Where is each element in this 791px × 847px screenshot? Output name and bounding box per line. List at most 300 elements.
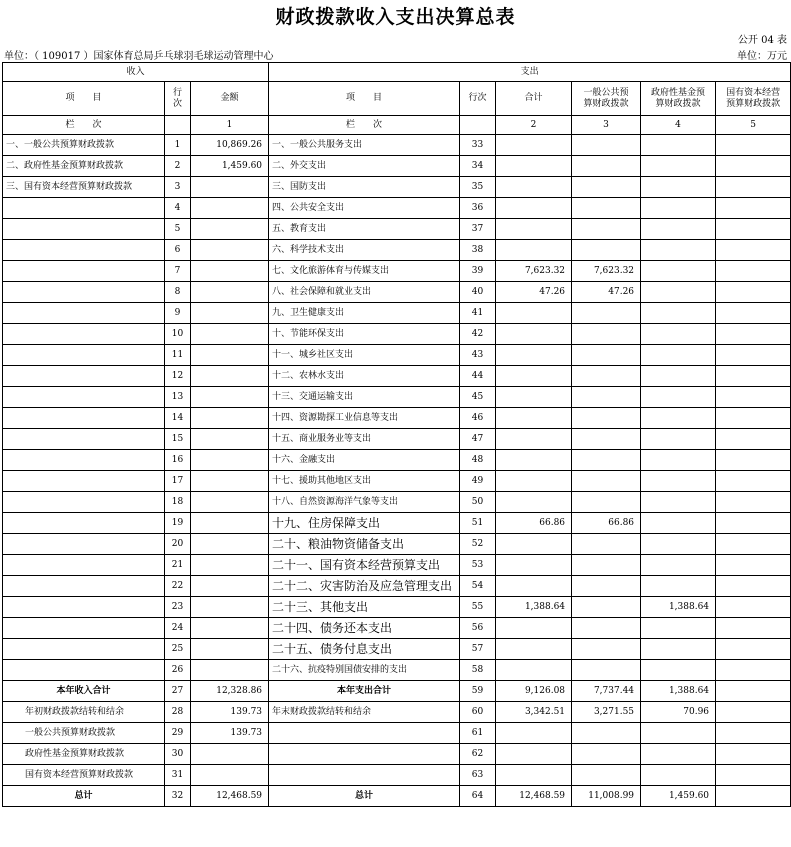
expense-item-cell: 二十六、抗疫特别国债安排的支出: [269, 660, 460, 681]
income-item-cell: [3, 261, 165, 282]
expense-line-cell: 61: [460, 723, 496, 744]
table-row: [3, 618, 791, 639]
fund-budget-cell: [641, 156, 716, 177]
expense-total-cell: [496, 429, 572, 450]
income-line-cell: 4: [165, 198, 191, 219]
table-row: [3, 324, 791, 345]
income-amount-cell: [191, 471, 269, 492]
income-line-cell: 5: [165, 219, 191, 240]
fund-budget-cell: [641, 639, 716, 660]
expense-item-cell: 十三、交通运输支出: [269, 387, 460, 408]
income-amount-cell: [191, 261, 269, 282]
expense-total-cell: 12,468.59: [496, 786, 572, 807]
expense-item-cell: [269, 765, 460, 786]
fund-budget-cell: [641, 240, 716, 261]
fund-budget-cell: [641, 303, 716, 324]
expense-total-cell: [496, 366, 572, 387]
income-line-cell: 9: [165, 303, 191, 324]
table-row: [3, 534, 791, 555]
general-budget-cell: [572, 765, 641, 786]
income-amount-cell: [191, 765, 269, 786]
income-amount-cell: [191, 240, 269, 261]
report-title: 财政拨款收入支出决算总表: [275, 6, 516, 28]
expense-item-cell: 年末财政拨款结转和结余: [269, 702, 460, 723]
general-budget-cell: 11,008.99: [572, 786, 641, 807]
state-capital-cell: [716, 660, 791, 681]
state-capital-cell: [716, 303, 791, 324]
fund-budget-cell: [641, 324, 716, 345]
expense-item-cell: 二十三、其他支出: [269, 597, 460, 618]
expense-line-header: 行次: [460, 82, 496, 116]
table-row: [3, 177, 791, 198]
expense-total-cell: [496, 639, 572, 660]
general-budget-cell: [572, 576, 641, 597]
column-number-4: 4: [641, 116, 716, 135]
income-amount-cell: 10,869.26: [191, 135, 269, 156]
fund-budget-cell: [641, 765, 716, 786]
expense-item-cell: 十九、住房保障支出: [269, 513, 460, 534]
state-capital-header: 国有资本经营预算财政拨款: [716, 82, 791, 116]
expense-line-cell: 60: [460, 702, 496, 723]
expense-item-cell: 本年支出合计: [269, 681, 460, 702]
expense-total-cell: [496, 450, 572, 471]
fund-budget-cell: [641, 723, 716, 744]
state-capital-cell: [716, 576, 791, 597]
general-budget-cell: 7,623.32: [572, 261, 641, 282]
table-row: [3, 240, 791, 261]
expense-item-cell: 八、社会保障和就业支出: [269, 282, 460, 303]
column-number-1: 1: [191, 116, 269, 135]
expense-item-cell: 十五、商业服务业等支出: [269, 429, 460, 450]
table-row: [3, 660, 791, 681]
income-item-cell: [3, 618, 165, 639]
income-item-cell: 本年收入合计: [3, 681, 165, 702]
state-capital-cell: [716, 282, 791, 303]
income-item-cell: [3, 198, 165, 219]
income-item-cell: [3, 639, 165, 660]
income-item-cell: [3, 660, 165, 681]
state-capital-cell: [716, 408, 791, 429]
general-budget-cell: [572, 345, 641, 366]
income-amount-cell: 139.73: [191, 723, 269, 744]
fund-budget-cell: [641, 198, 716, 219]
expense-line-cell: 46: [460, 408, 496, 429]
income-amount-header: 金额: [191, 82, 269, 116]
table-row: [3, 303, 791, 324]
income-line-cell: 6: [165, 240, 191, 261]
expense-item-cell: 十、节能环保支出: [269, 324, 460, 345]
fund-budget-cell: [641, 744, 716, 765]
expense-line-cell: 55: [460, 597, 496, 618]
income-amount-cell: 139.73: [191, 702, 269, 723]
fund-budget-cell: [641, 618, 716, 639]
state-capital-cell: [716, 555, 791, 576]
state-capital-cell: [716, 723, 791, 744]
income-item-cell: [3, 450, 165, 471]
table-row: [3, 786, 791, 807]
expense-line-cell: 47: [460, 429, 496, 450]
expense-total-cell: [496, 555, 572, 576]
expense-line-cell: 56: [460, 618, 496, 639]
fiscal-summary-table: [2, 62, 791, 807]
expense-item-cell: 七、文化旅游体育与传媒支出: [269, 261, 460, 282]
table-row: [3, 555, 791, 576]
income-amount-cell: [191, 492, 269, 513]
general-budget-cell: [572, 723, 641, 744]
state-capital-cell: [716, 261, 791, 282]
general-budget-header: 一般公共预算财政拨款: [572, 82, 641, 116]
state-capital-cell: [716, 786, 791, 807]
table-row: [3, 765, 791, 786]
general-budget-cell: [572, 324, 641, 345]
income-item-cell: [3, 534, 165, 555]
income-item-cell: 年初财政拨款结转和结余: [3, 702, 165, 723]
state-capital-cell: [716, 156, 791, 177]
state-capital-cell: [716, 513, 791, 534]
income-amount-cell: [191, 576, 269, 597]
income-line-cell: 15: [165, 429, 191, 450]
expense-item-cell: 十一、城乡社区支出: [269, 345, 460, 366]
table-row: [3, 723, 791, 744]
expense-item-cell: 十四、资源勘探工业信息等支出: [269, 408, 460, 429]
income-item-cell: [3, 429, 165, 450]
income-line-cell: 3: [165, 177, 191, 198]
expense-total-cell: [496, 660, 572, 681]
fund-budget-header: 政府性基金预算财政拨款: [641, 82, 716, 116]
expense-line-cell: 39: [460, 261, 496, 282]
expense-item-header: 项 目: [269, 82, 460, 116]
table-row: [3, 471, 791, 492]
expense-line-cell: 45: [460, 387, 496, 408]
expense-total-cell: 66.86: [496, 513, 572, 534]
table-row: [3, 513, 791, 534]
expense-total-cell: 1,388.64: [496, 597, 572, 618]
expense-total-cell: [496, 303, 572, 324]
income-item-cell: [3, 471, 165, 492]
general-budget-cell: [572, 471, 641, 492]
fund-budget-cell: [641, 387, 716, 408]
income-line-cell: 8: [165, 282, 191, 303]
fund-budget-cell: 1,388.64: [641, 597, 716, 618]
state-capital-cell: [716, 345, 791, 366]
state-capital-cell: [716, 639, 791, 660]
income-amount-cell: [191, 345, 269, 366]
fund-budget-cell: [641, 534, 716, 555]
fund-budget-cell: [641, 261, 716, 282]
income-line-cell: 16: [165, 450, 191, 471]
state-capital-cell: [716, 702, 791, 723]
expense-line-cell: 58: [460, 660, 496, 681]
expense-line-cell: 52: [460, 534, 496, 555]
income-amount-cell: [191, 639, 269, 660]
expense-item-cell: 十八、自然资源海洋气象等支出: [269, 492, 460, 513]
table-row: [3, 135, 791, 156]
income-amount-cell: [191, 513, 269, 534]
income-line-cell: 21: [165, 555, 191, 576]
general-budget-cell: [572, 597, 641, 618]
expense-item-cell: 十七、援助其他地区支出: [269, 471, 460, 492]
expense-total-cell: [496, 219, 572, 240]
general-budget-cell: [572, 429, 641, 450]
income-item-cell: 总计: [3, 786, 165, 807]
unit-organization: 单位：（ 109017 ）国家体育总局乒乓球羽毛球运动管理中心: [4, 51, 274, 62]
general-budget-cell: 47.26: [572, 282, 641, 303]
fund-budget-cell: [641, 219, 716, 240]
expense-total-cell: [496, 387, 572, 408]
income-line-cell: 14: [165, 408, 191, 429]
expense-item-cell: 一、一般公共服务支出: [269, 135, 460, 156]
income-line-cell: 26: [165, 660, 191, 681]
income-amount-cell: [191, 282, 269, 303]
general-budget-cell: [572, 744, 641, 765]
expense-total-cell: [496, 534, 572, 555]
income-line-cell: 2: [165, 156, 191, 177]
fund-budget-cell: [641, 429, 716, 450]
general-budget-cell: [572, 366, 641, 387]
income-line-cell: 19: [165, 513, 191, 534]
income-line-cell: 31: [165, 765, 191, 786]
income-line-cell: 29: [165, 723, 191, 744]
fund-budget-cell: 1,388.64: [641, 681, 716, 702]
report-code: 公开 04 表: [737, 35, 787, 46]
fund-budget-cell: [641, 555, 716, 576]
table-row: [3, 408, 791, 429]
income-item-cell: 国有资本经营预算财政拨款: [3, 765, 165, 786]
expense-total-cell: 9,126.08: [496, 681, 572, 702]
table-row: [3, 366, 791, 387]
expense-item-cell: 总计: [269, 786, 460, 807]
income-amount-cell: [191, 324, 269, 345]
expense-line-cell: 54: [460, 576, 496, 597]
general-budget-cell: [572, 660, 641, 681]
expense-item-cell: 二十二、灾害防治及应急管理支出: [269, 576, 460, 597]
state-capital-cell: [716, 681, 791, 702]
fund-budget-cell: [641, 177, 716, 198]
expense-line-cell: 38: [460, 240, 496, 261]
general-budget-cell: [572, 135, 641, 156]
table-row: [3, 156, 791, 177]
expense-item-cell: [269, 744, 460, 765]
income-line-cell: 12: [165, 366, 191, 387]
fund-budget-cell: [641, 471, 716, 492]
expense-line-cell: 49: [460, 471, 496, 492]
state-capital-cell: [716, 198, 791, 219]
expense-item-cell: 九、卫生健康支出: [269, 303, 460, 324]
income-line-cell: 24: [165, 618, 191, 639]
income-line-cell: 23: [165, 597, 191, 618]
income-amount-cell: [191, 303, 269, 324]
fund-budget-cell: [641, 576, 716, 597]
income-amount-cell: [191, 555, 269, 576]
unit-currency: 单位：万元: [737, 51, 787, 62]
expense-header: 支出: [269, 63, 791, 82]
income-amount-cell: [191, 177, 269, 198]
state-capital-cell: [716, 177, 791, 198]
expense-item-cell: 十二、农林水支出: [269, 366, 460, 387]
expense-line-cell: 57: [460, 639, 496, 660]
general-budget-cell: [572, 177, 641, 198]
general-budget-cell: [572, 387, 641, 408]
income-line-cell: 27: [165, 681, 191, 702]
fund-budget-cell: [641, 513, 716, 534]
income-amount-cell: [191, 408, 269, 429]
expense-line-cell: 59: [460, 681, 496, 702]
expense-item-cell: 二十一、国有资本经营预算支出: [269, 555, 460, 576]
income-item-cell: 三、国有资本经营预算财政拨款: [3, 177, 165, 198]
table-row: [3, 744, 791, 765]
column-number-2: 2: [496, 116, 572, 135]
table-row: [3, 702, 791, 723]
state-capital-cell: [716, 597, 791, 618]
income-line-cell: 13: [165, 387, 191, 408]
table-row: [3, 219, 791, 240]
state-capital-cell: [716, 429, 791, 450]
income-line-cell: 20: [165, 534, 191, 555]
general-budget-cell: 7,737.44: [572, 681, 641, 702]
expense-total-cell: [496, 240, 572, 261]
general-budget-cell: 66.86: [572, 513, 641, 534]
expense-line-cell: 41: [460, 303, 496, 324]
fund-budget-cell: [641, 366, 716, 387]
expense-item-cell: 三、国防支出: [269, 177, 460, 198]
general-budget-cell: [572, 555, 641, 576]
state-capital-cell: [716, 450, 791, 471]
income-amount-cell: 1,459.60: [191, 156, 269, 177]
expense-line-cell: 64: [460, 786, 496, 807]
general-budget-cell: 3,271.55: [572, 702, 641, 723]
income-item-cell: 一般公共预算财政拨款: [3, 723, 165, 744]
income-amount-cell: [191, 429, 269, 450]
state-capital-cell: [716, 744, 791, 765]
income-amount-cell: [191, 450, 269, 471]
income-item-header: 项 目: [3, 82, 165, 116]
expense-line-cell: 42: [460, 324, 496, 345]
fund-budget-cell: [641, 450, 716, 471]
state-capital-cell: [716, 135, 791, 156]
income-item-cell: [3, 387, 165, 408]
column-label-2: 栏 次: [269, 116, 460, 135]
income-item-cell: [3, 324, 165, 345]
expense-line-cell: 44: [460, 366, 496, 387]
expense-line-cell: 53: [460, 555, 496, 576]
income-item-cell: [3, 513, 165, 534]
table-row: [3, 681, 791, 702]
expense-total-cell: [496, 471, 572, 492]
expense-total-cell: [496, 177, 572, 198]
expense-total-cell: 3,342.51: [496, 702, 572, 723]
income-line-cell: 1: [165, 135, 191, 156]
income-amount-cell: [191, 618, 269, 639]
income-item-cell: 政府性基金预算财政拨款: [3, 744, 165, 765]
general-budget-cell: [572, 639, 641, 660]
income-item-cell: [3, 555, 165, 576]
income-line-cell: 22: [165, 576, 191, 597]
state-capital-cell: [716, 387, 791, 408]
income-item-cell: [3, 408, 165, 429]
expense-total-cell: [496, 345, 572, 366]
income-line-cell: 7: [165, 261, 191, 282]
expense-total-cell: [496, 156, 572, 177]
fund-budget-cell: [641, 345, 716, 366]
state-capital-cell: [716, 240, 791, 261]
income-item-cell: [3, 366, 165, 387]
general-budget-cell: [572, 408, 641, 429]
expense-total-cell: [496, 135, 572, 156]
table-row: [3, 450, 791, 471]
income-line-cell: 11: [165, 345, 191, 366]
income-line-cell: 10: [165, 324, 191, 345]
income-item-cell: [3, 597, 165, 618]
table-row: [3, 492, 791, 513]
table-row: [3, 198, 791, 219]
income-item-cell: 二、政府性基金预算财政拨款: [3, 156, 165, 177]
fund-budget-cell: [641, 492, 716, 513]
income-line-cell: 32: [165, 786, 191, 807]
fund-budget-cell: [641, 282, 716, 303]
expense-line-cell: 40: [460, 282, 496, 303]
expense-line-cell: 35: [460, 177, 496, 198]
income-line-cell: 17: [165, 471, 191, 492]
income-amount-cell: 12,328.86: [191, 681, 269, 702]
expense-line-cell: 62: [460, 744, 496, 765]
general-budget-cell: [572, 156, 641, 177]
expense-total-header: 合计: [496, 82, 572, 116]
expense-line-cell: 34: [460, 156, 496, 177]
expense-line-cell: 63: [460, 765, 496, 786]
expense-line-cell: 36: [460, 198, 496, 219]
expense-total-cell: 7,623.32: [496, 261, 572, 282]
income-item-cell: [3, 303, 165, 324]
table-row: [3, 576, 791, 597]
expense-item-cell: 四、公共安全支出: [269, 198, 460, 219]
expense-item-cell: 十六、金融支出: [269, 450, 460, 471]
state-capital-cell: [716, 765, 791, 786]
state-capital-cell: [716, 366, 791, 387]
income-line-cell: 18: [165, 492, 191, 513]
fund-budget-cell: [641, 135, 716, 156]
expense-total-cell: [496, 492, 572, 513]
table-row: [3, 639, 791, 660]
income-amount-cell: [191, 219, 269, 240]
income-item-cell: [3, 345, 165, 366]
income-amount-cell: 12,468.59: [191, 786, 269, 807]
expense-item-cell: 五、教育支出: [269, 219, 460, 240]
income-amount-cell: [191, 534, 269, 555]
income-item-cell: [3, 282, 165, 303]
expense-total-cell: [496, 576, 572, 597]
expense-line-cell: 37: [460, 219, 496, 240]
expense-total-cell: [496, 765, 572, 786]
expense-line-cell: 51: [460, 513, 496, 534]
expense-item-cell: [269, 723, 460, 744]
income-amount-cell: [191, 198, 269, 219]
income-line-header: 行 次: [165, 82, 191, 116]
general-budget-cell: [572, 534, 641, 555]
expense-item-cell: 二十四、债务还本支出: [269, 618, 460, 639]
state-capital-cell: [716, 219, 791, 240]
general-budget-cell: [572, 492, 641, 513]
expense-item-cell: 六、科学技术支出: [269, 240, 460, 261]
income-amount-cell: [191, 387, 269, 408]
expense-total-cell: [496, 198, 572, 219]
expense-total-cell: [496, 723, 572, 744]
table-row: [3, 597, 791, 618]
general-budget-cell: [572, 450, 641, 471]
income-item-cell: [3, 240, 165, 261]
fund-budget-cell: 70.96: [641, 702, 716, 723]
income-item-cell: [3, 492, 165, 513]
general-budget-cell: [572, 618, 641, 639]
